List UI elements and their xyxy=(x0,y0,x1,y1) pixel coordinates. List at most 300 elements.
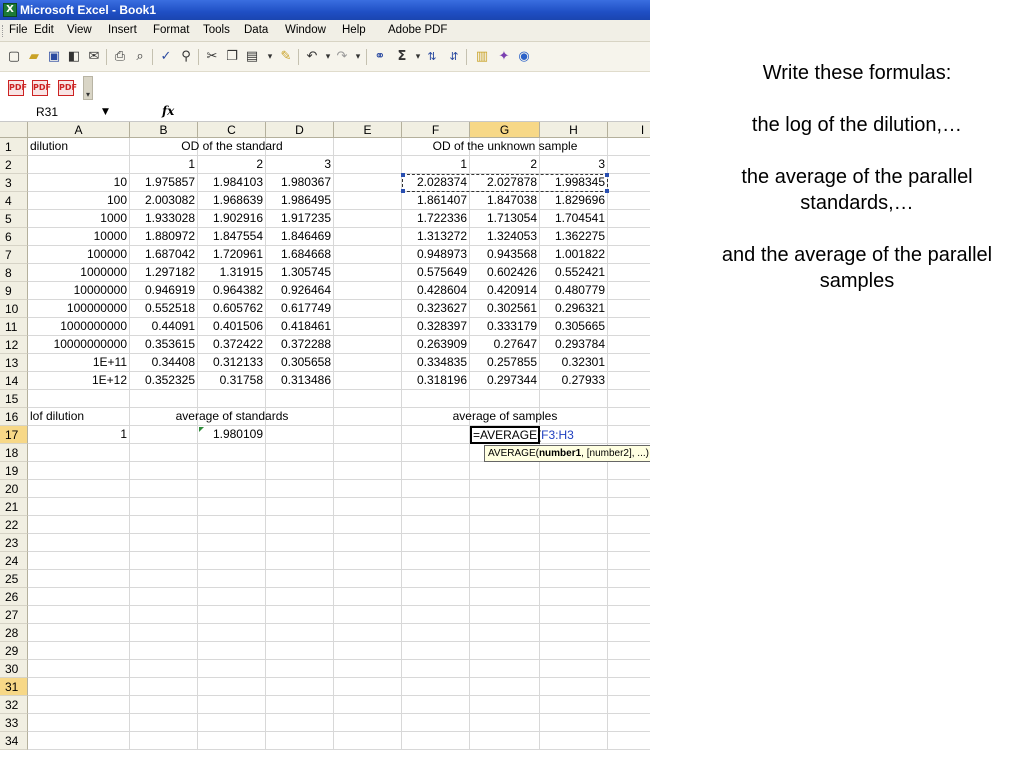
column-header-d[interactable]: D xyxy=(266,122,334,138)
cell-g20[interactable] xyxy=(470,480,540,498)
save-icon[interactable]: ▣ xyxy=(47,49,61,64)
menu-tools[interactable]: Tools xyxy=(203,24,230,36)
cell-i21[interactable] xyxy=(608,498,650,516)
cell-d27[interactable] xyxy=(266,606,334,624)
cell-i26[interactable] xyxy=(608,588,650,606)
cell-b17[interactable] xyxy=(130,426,198,444)
cell-a5[interactable]: 1000 xyxy=(28,210,130,228)
cell-b29[interactable] xyxy=(130,642,198,660)
row-header-6[interactable]: 6 xyxy=(0,228,28,246)
cell-d13[interactable]: 0.305658 xyxy=(266,354,334,372)
cell-e16[interactable] xyxy=(334,408,402,426)
function-tooltip[interactable] xyxy=(484,445,650,462)
cell-c13[interactable]: 0.312133 xyxy=(198,354,266,372)
cell-f11[interactable]: 0.328397 xyxy=(402,318,470,336)
cell-c34[interactable] xyxy=(198,732,266,750)
row-header-33[interactable]: 33 xyxy=(0,714,28,732)
cell-e22[interactable] xyxy=(334,516,402,534)
cell-a18[interactable] xyxy=(28,444,130,462)
fx-icon[interactable]: fx xyxy=(162,104,175,118)
cell-g25[interactable] xyxy=(470,570,540,588)
row-header-19[interactable]: 19 xyxy=(0,462,28,480)
cell-e19[interactable] xyxy=(334,462,402,480)
cell-f15[interactable] xyxy=(402,390,470,408)
cell-d26[interactable] xyxy=(266,588,334,606)
cell-i8[interactable] xyxy=(608,264,650,282)
column-header-i[interactable]: I xyxy=(608,122,650,138)
cell-e2[interactable] xyxy=(334,156,402,174)
column-header-h[interactable]: H xyxy=(540,122,608,138)
menu-data[interactable]: Data xyxy=(244,24,269,36)
row-header-30[interactable]: 30 xyxy=(0,660,28,678)
cell-b27[interactable] xyxy=(130,606,198,624)
cell-d32[interactable] xyxy=(266,696,334,714)
cell-i22[interactable] xyxy=(608,516,650,534)
cell-g5[interactable]: 1.713054 xyxy=(470,210,540,228)
row-header-13[interactable]: 13 xyxy=(0,354,28,372)
cell-b28[interactable] xyxy=(130,624,198,642)
cell-d30[interactable] xyxy=(266,660,334,678)
cell-f8[interactable]: 0.575649 xyxy=(402,264,470,282)
cell-d21[interactable] xyxy=(266,498,334,516)
cell-i9[interactable] xyxy=(608,282,650,300)
cell-i12[interactable] xyxy=(608,336,650,354)
cell-b33[interactable] xyxy=(130,714,198,732)
hyperlink-icon[interactable]: ⚭ xyxy=(374,49,386,64)
cell-f33[interactable] xyxy=(402,714,470,732)
cell-b31[interactable] xyxy=(130,678,198,696)
cell-e23[interactable] xyxy=(334,534,402,552)
email-icon[interactable]: ✉ xyxy=(88,49,100,64)
help-icon[interactable]: ◉ xyxy=(518,49,530,64)
cell-g12[interactable]: 0.27647 xyxy=(470,336,540,354)
sort-descending-icon[interactable]: ⇵ xyxy=(449,50,459,63)
cell-c17[interactable]: 1.980109 xyxy=(198,426,266,444)
cell-b7[interactable]: 1.687042 xyxy=(130,246,198,264)
cell-f13[interactable]: 0.334835 xyxy=(402,354,470,372)
cell-d19[interactable] xyxy=(266,462,334,480)
cell-d23[interactable] xyxy=(266,534,334,552)
cell-b32[interactable] xyxy=(130,696,198,714)
row-header-25[interactable]: 25 xyxy=(0,570,28,588)
cell-f23[interactable] xyxy=(402,534,470,552)
cut-icon[interactable]: ✂ xyxy=(206,49,218,64)
name-box[interactable] xyxy=(30,104,120,120)
cell-e21[interactable] xyxy=(334,498,402,516)
cell-b10[interactable]: 0.552518 xyxy=(130,300,198,318)
cell-c32[interactable] xyxy=(198,696,266,714)
row-header-18[interactable]: 18 xyxy=(0,444,28,462)
cell-b5[interactable]: 1.933028 xyxy=(130,210,198,228)
cell-d9[interactable]: 0.926464 xyxy=(266,282,334,300)
row-header-1[interactable]: 1 xyxy=(0,138,28,156)
row-header-17[interactable]: 17 xyxy=(0,426,28,444)
cell-h23[interactable] xyxy=(540,534,608,552)
menu-format[interactable]: Format xyxy=(153,24,190,36)
cell-a12[interactable]: 10000000000 xyxy=(28,336,130,354)
cell-d25[interactable] xyxy=(266,570,334,588)
menu-grip[interactable] xyxy=(2,25,5,37)
cell-e34[interactable] xyxy=(334,732,402,750)
cell-a4[interactable]: 100 xyxy=(28,192,130,210)
cell-f2[interactable]: 1 xyxy=(402,156,470,174)
cell-d18[interactable] xyxy=(266,444,334,462)
cell-h9[interactable]: 0.480779 xyxy=(540,282,608,300)
cell-f9[interactable]: 0.428604 xyxy=(402,282,470,300)
cell-a27[interactable] xyxy=(28,606,130,624)
cell-b2[interactable]: 1 xyxy=(130,156,198,174)
cell-h25[interactable] xyxy=(540,570,608,588)
cell-d2[interactable]: 3 xyxy=(266,156,334,174)
cell-a16[interactable]: lof dilution xyxy=(28,408,130,426)
cell-h28[interactable] xyxy=(540,624,608,642)
cell-b19[interactable] xyxy=(130,462,198,480)
select-all-corner[interactable] xyxy=(0,122,28,138)
cell-i23[interactable] xyxy=(608,534,650,552)
cell-i34[interactable] xyxy=(608,732,650,750)
cell-d22[interactable] xyxy=(266,516,334,534)
cell-a29[interactable] xyxy=(28,642,130,660)
cell-a2[interactable] xyxy=(28,156,130,174)
cell-g21[interactable] xyxy=(470,498,540,516)
cell-e17[interactable] xyxy=(334,426,402,444)
cell-i13[interactable] xyxy=(608,354,650,372)
format-painter-icon[interactable]: ✎ xyxy=(280,49,292,64)
cell-a22[interactable] xyxy=(28,516,130,534)
cell-d29[interactable] xyxy=(266,642,334,660)
cell-a17[interactable]: 1 xyxy=(28,426,130,444)
cell-i6[interactable] xyxy=(608,228,650,246)
cell-b4[interactable]: 2.003082 xyxy=(130,192,198,210)
chart-wizard-icon[interactable]: ▥ xyxy=(475,49,489,64)
cell-d12[interactable]: 0.372288 xyxy=(266,336,334,354)
cell-d20[interactable] xyxy=(266,480,334,498)
excel-icon[interactable]: X xyxy=(3,3,17,17)
cell-h19[interactable] xyxy=(540,462,608,480)
cell-b9[interactable]: 0.946919 xyxy=(130,282,198,300)
cell-c4[interactable]: 1.968639 xyxy=(198,192,266,210)
row-header-22[interactable]: 22 xyxy=(0,516,28,534)
cell-f19[interactable] xyxy=(402,462,470,480)
cell-f12[interactable]: 0.263909 xyxy=(402,336,470,354)
cell-c7[interactable]: 1.720961 xyxy=(198,246,266,264)
cell-e9[interactable] xyxy=(334,282,402,300)
cell-g23[interactable] xyxy=(470,534,540,552)
cell-i14[interactable] xyxy=(608,372,650,390)
menu-view[interactable]: View xyxy=(67,24,92,36)
cell-f5[interactable]: 1.722336 xyxy=(402,210,470,228)
cell-d3[interactable]: 1.980367 xyxy=(266,174,334,192)
undo-icon[interactable]: ↶ xyxy=(306,49,318,64)
sort-ascending-icon[interactable]: ⇅ xyxy=(427,50,437,63)
cell-b30[interactable] xyxy=(130,660,198,678)
column-header-e[interactable]: E xyxy=(334,122,402,138)
cell-h11[interactable]: 0.305665 xyxy=(540,318,608,336)
row-header-8[interactable]: 8 xyxy=(0,264,28,282)
error-indicator-icon[interactable] xyxy=(199,427,204,432)
cell-i20[interactable] xyxy=(608,480,650,498)
cell-h6[interactable]: 1.362275 xyxy=(540,228,608,246)
cell-i19[interactable] xyxy=(608,462,650,480)
cell-e29[interactable] xyxy=(334,642,402,660)
cell-f21[interactable] xyxy=(402,498,470,516)
cell-e12[interactable] xyxy=(334,336,402,354)
cell-a20[interactable] xyxy=(28,480,130,498)
cell-f26[interactable] xyxy=(402,588,470,606)
paste-icon[interactable]: ▤ xyxy=(245,49,259,64)
cell-h2[interactable]: 3 xyxy=(540,156,608,174)
cell-d14[interactable]: 0.313486 xyxy=(266,372,334,390)
cell-f27[interactable] xyxy=(402,606,470,624)
cell-d31[interactable] xyxy=(266,678,334,696)
spelling-icon[interactable]: ✓ xyxy=(160,49,172,64)
drawing-icon[interactable]: ✦ xyxy=(498,49,510,64)
cell-d6[interactable]: 1.846469 xyxy=(266,228,334,246)
cell-e30[interactable] xyxy=(334,660,402,678)
row-header-5[interactable]: 5 xyxy=(0,210,28,228)
cell-i31[interactable] xyxy=(608,678,650,696)
cell-f34[interactable] xyxy=(402,732,470,750)
cell-b34[interactable] xyxy=(130,732,198,750)
permission-icon[interactable]: ◧ xyxy=(67,49,81,64)
row-header-31[interactable]: 31 xyxy=(0,678,28,696)
copy-icon[interactable]: ❐ xyxy=(226,49,238,64)
cell-e14[interactable] xyxy=(334,372,402,390)
print-preview-icon[interactable]: ⌕ xyxy=(136,49,144,64)
cell-g32[interactable] xyxy=(470,696,540,714)
cell-h33[interactable] xyxy=(540,714,608,732)
cell-b8[interactable]: 1.297182 xyxy=(130,264,198,282)
cell-h20[interactable] xyxy=(540,480,608,498)
cell-f25[interactable] xyxy=(402,570,470,588)
cell-g26[interactable] xyxy=(470,588,540,606)
cell-a23[interactable] xyxy=(28,534,130,552)
cell-c12[interactable]: 0.372422 xyxy=(198,336,266,354)
cell-i25[interactable] xyxy=(608,570,650,588)
cell-a24[interactable] xyxy=(28,552,130,570)
cell-e13[interactable] xyxy=(334,354,402,372)
cell-d17[interactable] xyxy=(266,426,334,444)
cell-a14[interactable]: 1E+12 xyxy=(28,372,130,390)
cell-b20[interactable] xyxy=(130,480,198,498)
cell-b18[interactable] xyxy=(130,444,198,462)
row-header-28[interactable]: 28 xyxy=(0,624,28,642)
row-header-26[interactable]: 26 xyxy=(0,588,28,606)
cell-g7[interactable]: 0.943568 xyxy=(470,246,540,264)
cell-b22[interactable] xyxy=(130,516,198,534)
cell-h34[interactable] xyxy=(540,732,608,750)
cell-h3[interactable]: 1.998345 xyxy=(540,174,608,192)
cell-g3[interactable]: 2.027878 xyxy=(470,174,540,192)
menu-help[interactable]: Help xyxy=(342,24,366,36)
cell-a3[interactable]: 10 xyxy=(28,174,130,192)
cell-c18[interactable] xyxy=(198,444,266,462)
cell-c15[interactable] xyxy=(198,390,266,408)
cell-a7[interactable]: 100000 xyxy=(28,246,130,264)
cell-g28[interactable] xyxy=(470,624,540,642)
cell-e5[interactable] xyxy=(334,210,402,228)
cell-a9[interactable]: 10000000 xyxy=(28,282,130,300)
row-header-10[interactable]: 10 xyxy=(0,300,28,318)
row-header-11[interactable]: 11 xyxy=(0,318,28,336)
row-header-23[interactable]: 23 xyxy=(0,534,28,552)
cell-g9[interactable]: 0.420914 xyxy=(470,282,540,300)
cell-f30[interactable] xyxy=(402,660,470,678)
cell-a25[interactable] xyxy=(28,570,130,588)
cell-d7[interactable]: 1.684668 xyxy=(266,246,334,264)
column-header-g[interactable]: G xyxy=(470,122,540,138)
cell-e8[interactable] xyxy=(334,264,402,282)
cell-e10[interactable] xyxy=(334,300,402,318)
row-header-9[interactable]: 9 xyxy=(0,282,28,300)
print-icon[interactable]: ⎙ xyxy=(114,49,126,64)
row-header-20[interactable]: 20 xyxy=(0,480,28,498)
cell-c27[interactable] xyxy=(198,606,266,624)
open-icon[interactable]: ▰ xyxy=(29,49,39,64)
column-header-f[interactable]: F xyxy=(402,122,470,138)
cell-d33[interactable] xyxy=(266,714,334,732)
column-header-a[interactable]: A xyxy=(28,122,130,138)
cell-g2[interactable]: 2 xyxy=(470,156,540,174)
cell-f7[interactable]: 0.948973 xyxy=(402,246,470,264)
cell-d11[interactable]: 0.418461 xyxy=(266,318,334,336)
cell-b15[interactable] xyxy=(130,390,198,408)
cell-e20[interactable] xyxy=(334,480,402,498)
cell-b13[interactable]: 0.34408 xyxy=(130,354,198,372)
cell-e1[interactable] xyxy=(334,138,402,156)
cell-b21[interactable] xyxy=(130,498,198,516)
cell-h7[interactable]: 1.001822 xyxy=(540,246,608,264)
new-icon[interactable]: ▢ xyxy=(7,49,21,64)
cell-g31[interactable] xyxy=(470,678,540,696)
cell-h10[interactable]: 0.296321 xyxy=(540,300,608,318)
cell-e3[interactable] xyxy=(334,174,402,192)
cell-c10[interactable]: 0.605762 xyxy=(198,300,266,318)
research-icon[interactable]: ⚲ xyxy=(181,49,191,64)
cell-f10[interactable]: 0.323627 xyxy=(402,300,470,318)
cell-c2[interactable]: 2 xyxy=(198,156,266,174)
cell-h14[interactable]: 0.27933 xyxy=(540,372,608,390)
cell-f3[interactable]: 2.028374 xyxy=(402,174,470,192)
cell-i30[interactable] xyxy=(608,660,650,678)
cell-c25[interactable] xyxy=(198,570,266,588)
toolbar-options-icon[interactable]: ▾ xyxy=(83,76,93,100)
cell-c26[interactable] xyxy=(198,588,266,606)
cell-e25[interactable] xyxy=(334,570,402,588)
pdf-review-icon[interactable]: PDF xyxy=(58,80,74,96)
column-header-b[interactable]: B xyxy=(130,122,198,138)
cell-d8[interactable]: 1.305745 xyxy=(266,264,334,282)
cell-g19[interactable] xyxy=(470,462,540,480)
cell-g8[interactable]: 0.602426 xyxy=(470,264,540,282)
cell-g11[interactable]: 0.333179 xyxy=(470,318,540,336)
cell-a15[interactable] xyxy=(28,390,130,408)
cell-c24[interactable] xyxy=(198,552,266,570)
cell-b11[interactable]: 0.44091 xyxy=(130,318,198,336)
menu-edit[interactable]: Edit xyxy=(34,24,54,36)
cell-i15[interactable] xyxy=(608,390,650,408)
row-header-2[interactable]: 2 xyxy=(0,156,28,174)
row-header-24[interactable]: 24 xyxy=(0,552,28,570)
cell-a30[interactable] xyxy=(28,660,130,678)
cell-e27[interactable] xyxy=(334,606,402,624)
row-header-4[interactable]: 4 xyxy=(0,192,28,210)
cell-c23[interactable] xyxy=(198,534,266,552)
cell-h24[interactable] xyxy=(540,552,608,570)
cell-g10[interactable]: 0.302561 xyxy=(470,300,540,318)
cell-f28[interactable] xyxy=(402,624,470,642)
cell-a21[interactable] xyxy=(28,498,130,516)
cell-g24[interactable] xyxy=(470,552,540,570)
row-header-34[interactable]: 34 xyxy=(0,732,28,750)
cell-f20[interactable] xyxy=(402,480,470,498)
cell-g6[interactable]: 1.324053 xyxy=(470,228,540,246)
menu-insert[interactable]: Insert xyxy=(108,24,137,36)
pdf-convert-icon[interactable]: PDF xyxy=(8,80,24,96)
menu-window[interactable]: Window xyxy=(285,24,326,36)
cell-c31[interactable] xyxy=(198,678,266,696)
cell-a19[interactable] xyxy=(28,462,130,480)
cell-c5[interactable]: 1.902916 xyxy=(198,210,266,228)
cell-g4[interactable]: 1.847038 xyxy=(470,192,540,210)
row-header-12[interactable]: 12 xyxy=(0,336,28,354)
cell-c19[interactable] xyxy=(198,462,266,480)
cell-h21[interactable] xyxy=(540,498,608,516)
cell-e18[interactable] xyxy=(334,444,402,462)
cell-h26[interactable] xyxy=(540,588,608,606)
row-header-27[interactable]: 27 xyxy=(0,606,28,624)
cell-d28[interactable] xyxy=(266,624,334,642)
cell-e28[interactable] xyxy=(334,624,402,642)
cell-i5[interactable] xyxy=(608,210,650,228)
cell-a6[interactable]: 10000 xyxy=(28,228,130,246)
cell-c28[interactable] xyxy=(198,624,266,642)
cell-c9[interactable]: 0.964382 xyxy=(198,282,266,300)
cell-b26[interactable] xyxy=(130,588,198,606)
cell-i7[interactable] xyxy=(608,246,650,264)
cell-i16[interactable] xyxy=(608,408,650,426)
cell-c22[interactable] xyxy=(198,516,266,534)
cell-f14[interactable]: 0.318196 xyxy=(402,372,470,390)
cell-i4[interactable] xyxy=(608,192,650,210)
cell-i33[interactable] xyxy=(608,714,650,732)
cell-c6[interactable]: 1.847554 xyxy=(198,228,266,246)
cell-h4[interactable]: 1.829696 xyxy=(540,192,608,210)
cell-h22[interactable] xyxy=(540,516,608,534)
cell-h27[interactable] xyxy=(540,606,608,624)
cell-e32[interactable] xyxy=(334,696,402,714)
row-header-7[interactable]: 7 xyxy=(0,246,28,264)
row-header-14[interactable]: 14 xyxy=(0,372,28,390)
cell-e31[interactable] xyxy=(334,678,402,696)
cell-b12[interactable]: 0.353615 xyxy=(130,336,198,354)
cell-e6[interactable] xyxy=(334,228,402,246)
chevron-down-icon[interactable]: ▼ xyxy=(102,107,109,117)
cell-c11[interactable]: 0.401506 xyxy=(198,318,266,336)
cell-i2[interactable] xyxy=(608,156,650,174)
cell-e26[interactable] xyxy=(334,588,402,606)
row-header-29[interactable]: 29 xyxy=(0,642,28,660)
row-header-15[interactable]: 15 xyxy=(0,390,28,408)
cell-a34[interactable] xyxy=(28,732,130,750)
cell-i17[interactable] xyxy=(608,426,650,444)
cell-i24[interactable] xyxy=(608,552,650,570)
redo-icon[interactable]: ↷ xyxy=(336,49,348,64)
cell-f17[interactable] xyxy=(402,426,470,444)
cell-d5[interactable]: 1.917235 xyxy=(266,210,334,228)
cell-f24[interactable] xyxy=(402,552,470,570)
cell-i1[interactable] xyxy=(608,138,650,156)
